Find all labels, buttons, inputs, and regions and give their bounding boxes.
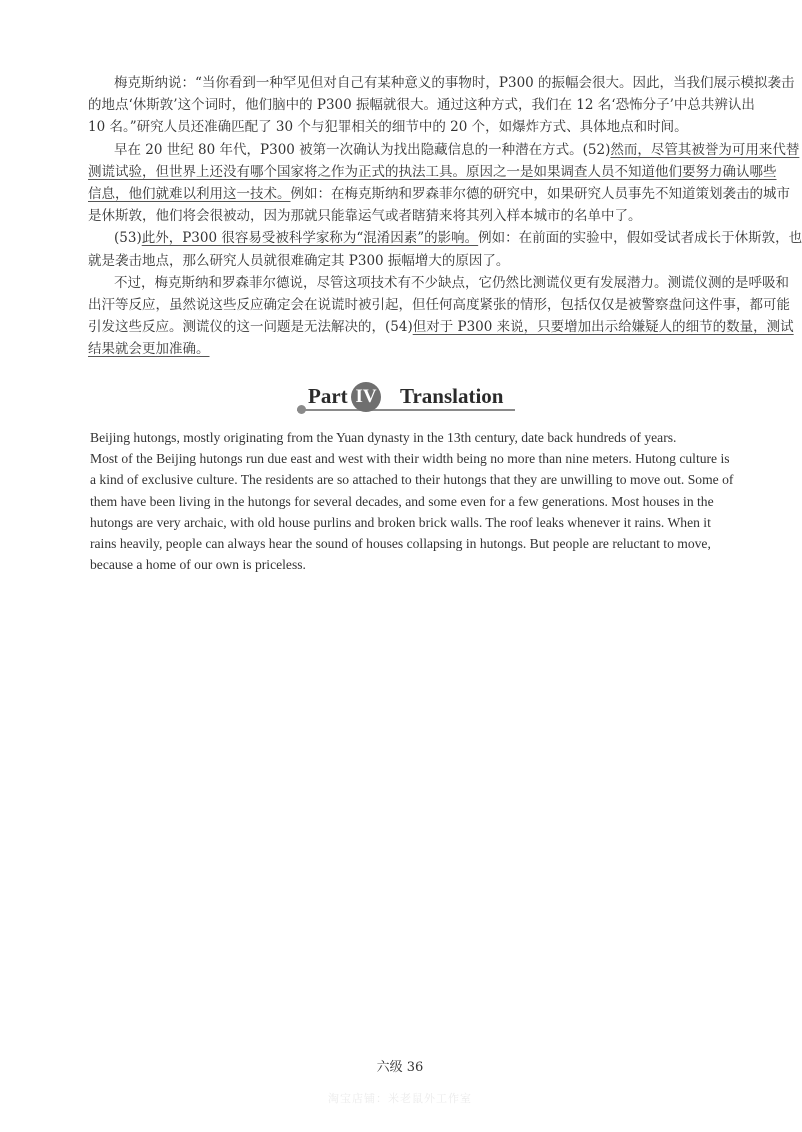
cn-line-8 bbox=[88, 227, 802, 249]
cn-line-12-text: 引发这些反应。测谎仪的这一问题是无法解决的，(54) bbox=[88, 319, 413, 336]
en-line-2: Most of the Beijing hutongs run due east and west with their width being no more than nine meters. Hutong culture is bbox=[90, 451, 730, 467]
en-line-5: hutongs are very archaic, with old house purlins and broken brick walls. The roof leaks whenever it rains. When it bbox=[90, 514, 711, 530]
cn-line-10: 不过，梅克斯纳和罗森菲尔德说，尽管这项技术有不少缺点，它仍然比测谎仪更有发展潜力。测谎仪测的是呼吸和 bbox=[114, 274, 789, 291]
answer-52-underlined-c: 原因之一是如果调查人员不知道他们要努力确认哪些 bbox=[466, 163, 777, 180]
en-line-3: a kind of exclusive culture. The residents are so attached to their hutongs that they are unwilling to move out. Some of bbox=[90, 472, 734, 488]
en-line-7: because a home of our own is priceless. bbox=[90, 557, 306, 573]
part-title: Translation bbox=[397, 384, 506, 409]
shop-watermark: 淘宝店铺：米老鼠外工作室 bbox=[328, 1092, 472, 1105]
cn-line-7: 是休斯敦，他们将会很被动，因为那就只能靠运气或者瞎猜来将其列入样本城市的名单中了。 bbox=[88, 208, 642, 225]
en-line-4: them have been living in the hutongs for several decades, and some even for a few generations. Most houses in the bbox=[90, 493, 714, 509]
cn-line-5 bbox=[88, 161, 777, 183]
answer-54-underlined-a: 但对于 P300 来说，只要增加出示给嫌疑人的细节的数量，测试 bbox=[412, 319, 794, 336]
cn-line-11: 出汗等反应，虽然说这些反应确定会在说谎时被引起，但任何高度紧张的情形，包括仅仅是被警察盘问这件事，都可能 bbox=[88, 296, 790, 313]
part-iv-heading bbox=[283, 380, 515, 420]
heading-dot-icon bbox=[297, 405, 306, 414]
page-number: 六级 36 bbox=[376, 1060, 424, 1075]
en-line-1-text: Beijing hutongs, mostly originating from the Yuan dynasty in the 13th century, date back hundreds of years. bbox=[90, 430, 677, 445]
answer-53-number: (53) bbox=[114, 230, 142, 247]
en-line-6: rains heavily, people can always hear the sound of houses collapsing in hutongs. But people are reluctant to move, bbox=[90, 535, 711, 551]
translation-text bbox=[90, 427, 735, 575]
cn-line-4-text: 早在 20 世纪 80 年代，P300 被第一次确认为找出隐藏信息的一种潜在方式。(52) bbox=[114, 141, 611, 158]
cn-line-9: 就是袭击地点，那么研究人员就很难确定其 P300 振幅增大的原因了。 bbox=[88, 252, 510, 269]
answer-52-underlined-a: 然而，尽管其被誉为可用来代替 bbox=[610, 141, 800, 158]
cn-line-6 bbox=[88, 183, 790, 205]
answer-54-underlined-b: 结果就会更加准确。 bbox=[88, 341, 210, 358]
part-numeral-badge: IV bbox=[351, 382, 381, 412]
heading-rule bbox=[297, 409, 515, 411]
cn-line-13 bbox=[88, 338, 736, 360]
cn-line-2: 的地点‘休斯敦’这个词时，他们脑中的 P300 振幅就很大。通过这种方式，我们在 12 名‘恐怖分子’中总共辨认出 bbox=[88, 97, 755, 114]
answer-52-underlined-b: 测谎试验，但世界上还没有哪个国家将之作为正式的执法工具。 bbox=[88, 163, 466, 180]
answer-52-underlined-d: 信息，他们就难以利用这一技术。 bbox=[88, 185, 291, 202]
cn-line-12 bbox=[88, 316, 794, 338]
cn-line-1: 梅克斯纳说：“当你看到一种罕见但对自己有某种意义的事物时，P300 的振幅会很大。因此，当我们展示模拟袭击 bbox=[114, 75, 795, 91]
cn-line-6-text: 例如：在梅克斯纳和罗森菲尔德的研究中，如果研究人员事先不知道策划袭击的城市 bbox=[290, 185, 790, 202]
answer-53-underlined: 此外，P300 很容易受被科学家称为“混淆因素”的影响。 bbox=[141, 230, 479, 247]
chinese-answer-text bbox=[88, 72, 802, 360]
en-line-1 bbox=[90, 427, 735, 448]
cn-line-8-text: 例如：在前面的实验中，假如受试者成长于休斯敦，也 bbox=[478, 230, 802, 247]
part-label: Part bbox=[308, 384, 348, 408]
cn-line-4 bbox=[88, 139, 800, 161]
cn-line-3: 10 名。”研究人员还准确匹配了 30 个与犯罪相关的细节中的 20 个，如爆炸方式、具体地点和时间。 bbox=[88, 119, 688, 136]
